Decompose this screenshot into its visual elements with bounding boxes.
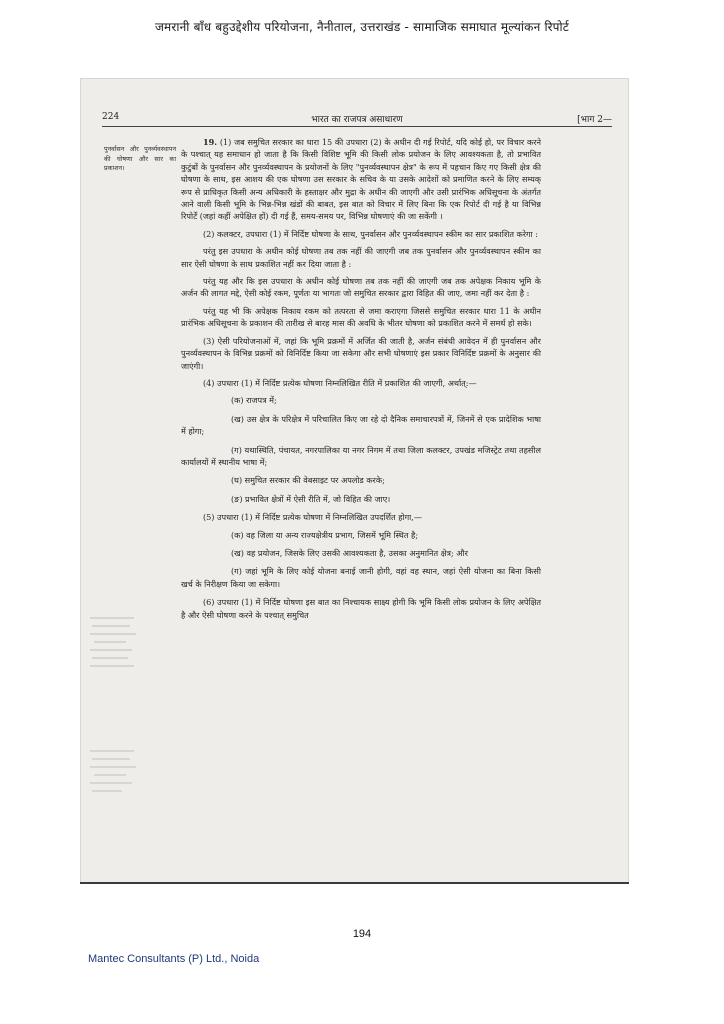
clause-kha: (ख) उस क्षेत्र के परिक्षेत्र में परिचालित किए जा रहे दो दैनिक समाचारपत्रों में, जिनमें से एक प्रादेशिक भाषा में होगा; (181, 413, 541, 437)
paragraph-5: (5) उपधारा (1) में निर्दिष्ट प्रत्येक घोषणा में निम्नलिखित उपदर्शित होगा,— (203, 512, 422, 523)
gazette-page-number: 224 (102, 112, 120, 122)
proviso-2: परंतु यह और कि इस उपधारा के अधीन कोई घोषणा तब तक नहीं की जाएगी जब तक अपेक्षक निकाय भूमि के अर्जन की लागत मद्दे, ऐसी कोई रकम, पूर्णतः या भागतः जो समुचित सरकार द्वारा विहित की जाए, जमा नहीं कर देता है : (181, 276, 541, 299)
clause-ga: (ग) यथास्थिति, पंचायत, नगरपालिका या नगर निगम में तथा जिला कलक्टर, उपखंड मजिस्ट्रेट तथा तहसील कार्यालयों में स्थानीय भाषा में; (181, 444, 541, 467)
clause-5-kha: (ख) वह प्रयोजन, जिसके लिए उसकी आवश्यकता है, उसका अनुमानित क्षेत्र; और (231, 547, 468, 558)
report-header: जमरानी बाँध बहुउद्देशीय परियोजना, नैनीताल, उत्तराखंड - सामाजिक समाघात मूल्यांकन रिपोर्ट (154, 20, 570, 34)
paragraph-1 (181, 136, 541, 223)
scan-bottom-edge (80, 882, 629, 884)
faded-margin-marks-2 (86, 745, 140, 815)
paragraph-3: (3) ऐसी परियोजनाओं में, जहां कि भूमि प्रक्रमों में अर्जित की जाती है, अर्जन संबंधी आवेदन में ही पुनर्वासन और पुनर्व्यवस्थापन के विभिन्न प्रक्रमों को विनिर्दिष्ट किया जा सकेगा और सभी घोषणाएं इस प्रकार विनिर्दिष्ट प्रक्रमों के अनुसार की जाएंगी। (181, 335, 541, 371)
footer-company: Mantec Consultants (P) Ltd., Noida (88, 953, 260, 965)
paragraph-2: (2) कलक्टर, उपधारा (1) में निर्दिष्ट घोषणा के साथ, पुनर्वासन और पुनर्व्यवस्थापन स्कीम का सार प्रकाशित करेगा : (203, 228, 539, 239)
clause-nga: (ङ) प्रभावित क्षेत्रों में ऐसी रीति में, जो विहित की जाए। (231, 493, 391, 504)
faded-margin-marks (86, 612, 140, 682)
gazette-part: [भाग 2— (577, 115, 612, 125)
clause-gha: (घ) समुचित सरकार की वेबसाइट पर अपलोड करके; (231, 475, 385, 486)
paragraph-6: (6) उपधारा (1) में निर्दिष्ट घोषणा इस बात का निश्चायक साक्ष्य होगी कि भूमि किसी लोक प्रयोजन के लिए अपेक्षित है और ऐसी घोषणा करने के पश्चात् समुचित (181, 597, 541, 620)
gazette-title: भारत का राजपत्र असाधारण (311, 115, 403, 125)
proviso-1: परंतु इस उपधारा के अधीन कोई घोषणा तब तक नहीं की जाएगी जब तक पुनर्वासन और पुनर्व्यवस्थापन स्कीम का सार ऐसी घोषणा के साथ प्रकाशित नहीं कर दिया जाता है : (181, 246, 541, 269)
page-number: 194 (352, 928, 372, 940)
margin-note: पुनर्वासन और पुनर्व्यवस्थापन की घोषणा और सार का प्रकाशन। (104, 145, 176, 172)
paragraph-1-text: (1) जब समुचित सरकार का धारा 15 की उपधारा (2) के अधीन दी गई रिपोर्ट, यदि कोई हो, पर विचार करने के पश्चात् यह समाधान हो जाता है कि किसी विशिष्ट भूमि की किसी लोक प्रयोजन के लिए आवश्यकता है, तो प्रभावित कुटुंबों के पुनर्वासन और पुनर्व्यवस्थापन के प्रयोजनों के लिए "पुनर्व्यवस्थापन क्षेत्र" के रूप में पहचान किए गए किसी क्षेत्र की घोषणा के साथ, इस आशय की एक घोषणा उस सरकार के सचिव के या उसके आदेशों को प्रमाणित करने के लिए सम्यक् रूप से प्राधिकृत किसी अन्य अधिकारी के हस्ताक्षर और मुद्रा के अधीन की जाएगी और उसी प्रारंभिक अधिसूचना के अंतर्गत आने वाली किसी भूमि के भिन्न-भिन्न खंडों की बाबत, इस बात को विचार में लिए बिना कि एक रिपोर्ट दी गई है या विभिन्न रिपोर्टें (जहां कहीं अपेक्षित हों) दी गई हैं, समय-समय पर, विभिन्न घोषणाएं की जा सकेंगी । (181, 137, 541, 222)
clause-ka: (क) राजपत्र में; (231, 395, 277, 406)
paragraph-4: (4) उपधारा (1) में निर्दिष्ट प्रत्येक घोषणा निम्नलिखित रीति में प्रकाशित की जाएगी, अर्थात्:— (203, 377, 477, 388)
gazette-header-rule (102, 126, 612, 127)
section-19-text (181, 136, 541, 626)
clause-5-ga: (ग) जहां भूमि के लिए कोई योजना बनाई जानी होगी, वहां वह स्थान, जहां ऐसी योजना का बिना किसी खर्च के निरीक्षण किया जा सकेगा। (181, 566, 541, 589)
proviso-3: परंतु यह भी कि अपेक्षक निकाय रकम को तत्परता से जमा कराएगा जिससे समुचित सरकार धारा 11 के अधीन प्रारंभिक अधिसूचना के प्रकाशन की तारीख से बारह मास की अवधि के भीतर घोषणा को प्रकाशित करने में समर्थ हो सके। (181, 305, 541, 329)
section-number: 19. (203, 137, 218, 147)
clause-5-ka: (क) वह जिला या अन्य राज्यक्षेत्रीय प्रभाग, जिसमें भूमि स्थित है; (231, 529, 419, 540)
